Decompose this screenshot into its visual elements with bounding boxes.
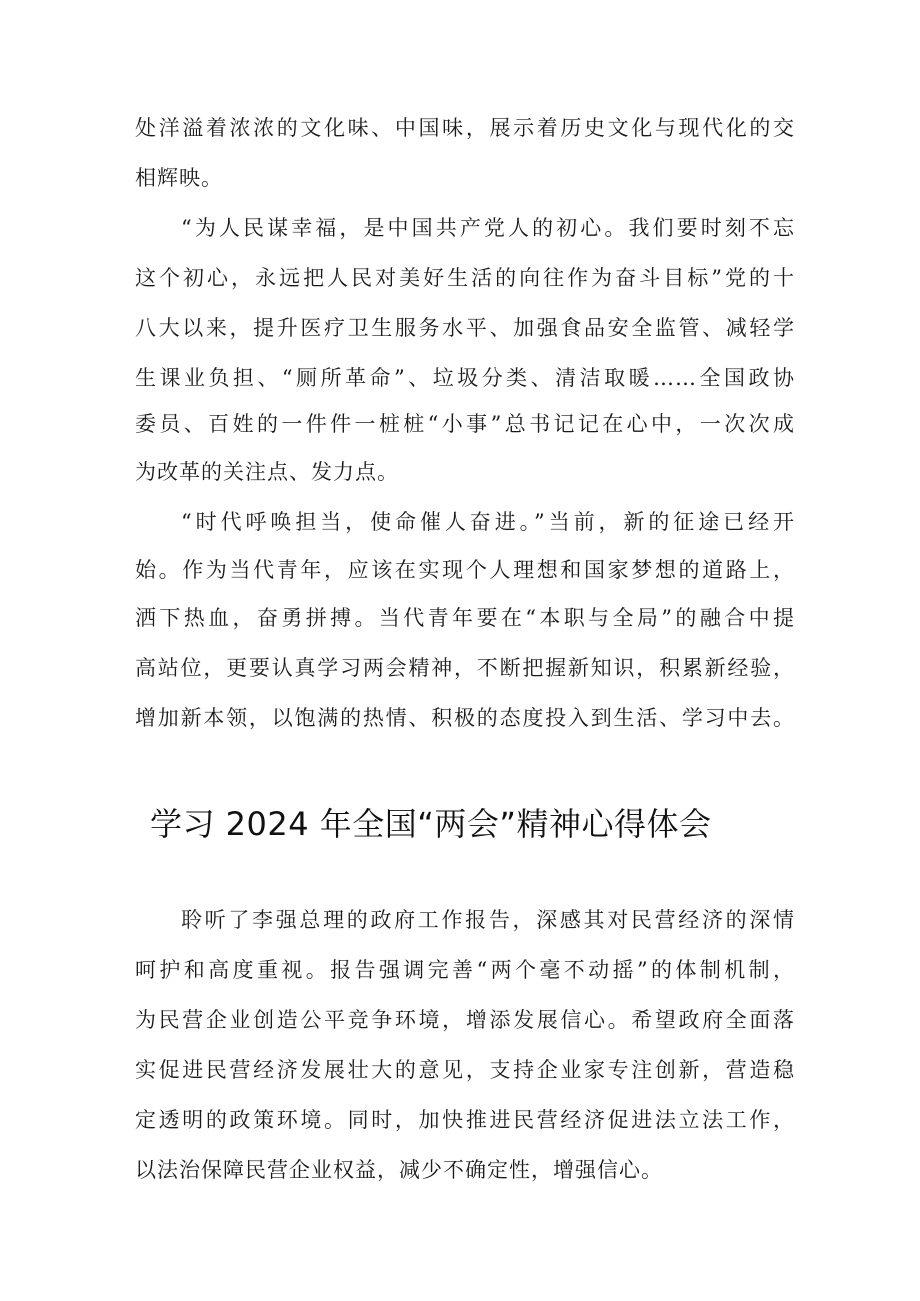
page-title: 学习 2024 年全国“两会”精神心得体会 <box>150 805 712 843</box>
paragraph-line: 生课业负担、“厕所革命”、垃圾分类、清洁取暖……全国政协 <box>135 366 795 390</box>
paragraph-line: 以法治保障民营企业权益，减少不确定性，增强信心。 <box>135 1158 663 1182</box>
paragraph-line: 呵护和高度重视。报告强调完善“两个毫不动摇”的体制机制， <box>135 958 795 982</box>
paragraph-line: 高站位，更要认真学习两会精神，不断把握新知识，积累新经验， <box>135 656 795 680</box>
paragraph-line: 增加新本领，以饱满的热情、积极的态度投入到生活、学习中去。 <box>135 706 795 730</box>
paragraph-line: 聆听了李强总理的政府工作报告，深感其对民营经济的深情 <box>181 908 795 932</box>
paragraph-line: 这个初心，永远把人民对美好生活的向往作为奋斗目标”党的十 <box>135 266 795 290</box>
paragraph-line: 始。作为当代青年，应该在实现个人理想和国家梦想的道路上， <box>135 558 795 582</box>
paragraph-line: 为改革的关注点、发力点。 <box>135 460 399 484</box>
paragraph-line: 委员、百姓的一件件一桩桩“小事”总书记记在心中，一次次成 <box>135 412 795 436</box>
paragraph-line: 实促进民营经济发展壮大的意见，支持企业家专注创新，营造稳 <box>135 1058 795 1082</box>
paragraph-line: 定透明的政策环境。同时，加快推进民营经济促进法立法工作， <box>135 1108 795 1132</box>
paragraph-line: 八大以来，提升医疗卫生服务水平、加强食品安全监管、减轻学 <box>135 316 795 340</box>
paragraph-line: 相辉映。 <box>135 166 223 190</box>
paragraph-line: “为人民谋幸福，是中国共产党人的初心。我们要时刻不忘 <box>181 216 795 240</box>
paragraph-line: 为民营企业创造公平竞争环境，增添发展信心。希望政府全面落 <box>135 1008 795 1032</box>
paragraph-line: 洒下热血，奋勇拼搏。当代青年要在“本职与全局”的融合中提 <box>135 606 795 630</box>
paragraph-line: “时代呼唤担当，使命催人奋进。”当前，新的征途已经开 <box>181 510 795 534</box>
paragraph-line: 处洋溢着浓浓的文化味、中国味，展示着历史文化与现代化的交 <box>135 116 795 140</box>
